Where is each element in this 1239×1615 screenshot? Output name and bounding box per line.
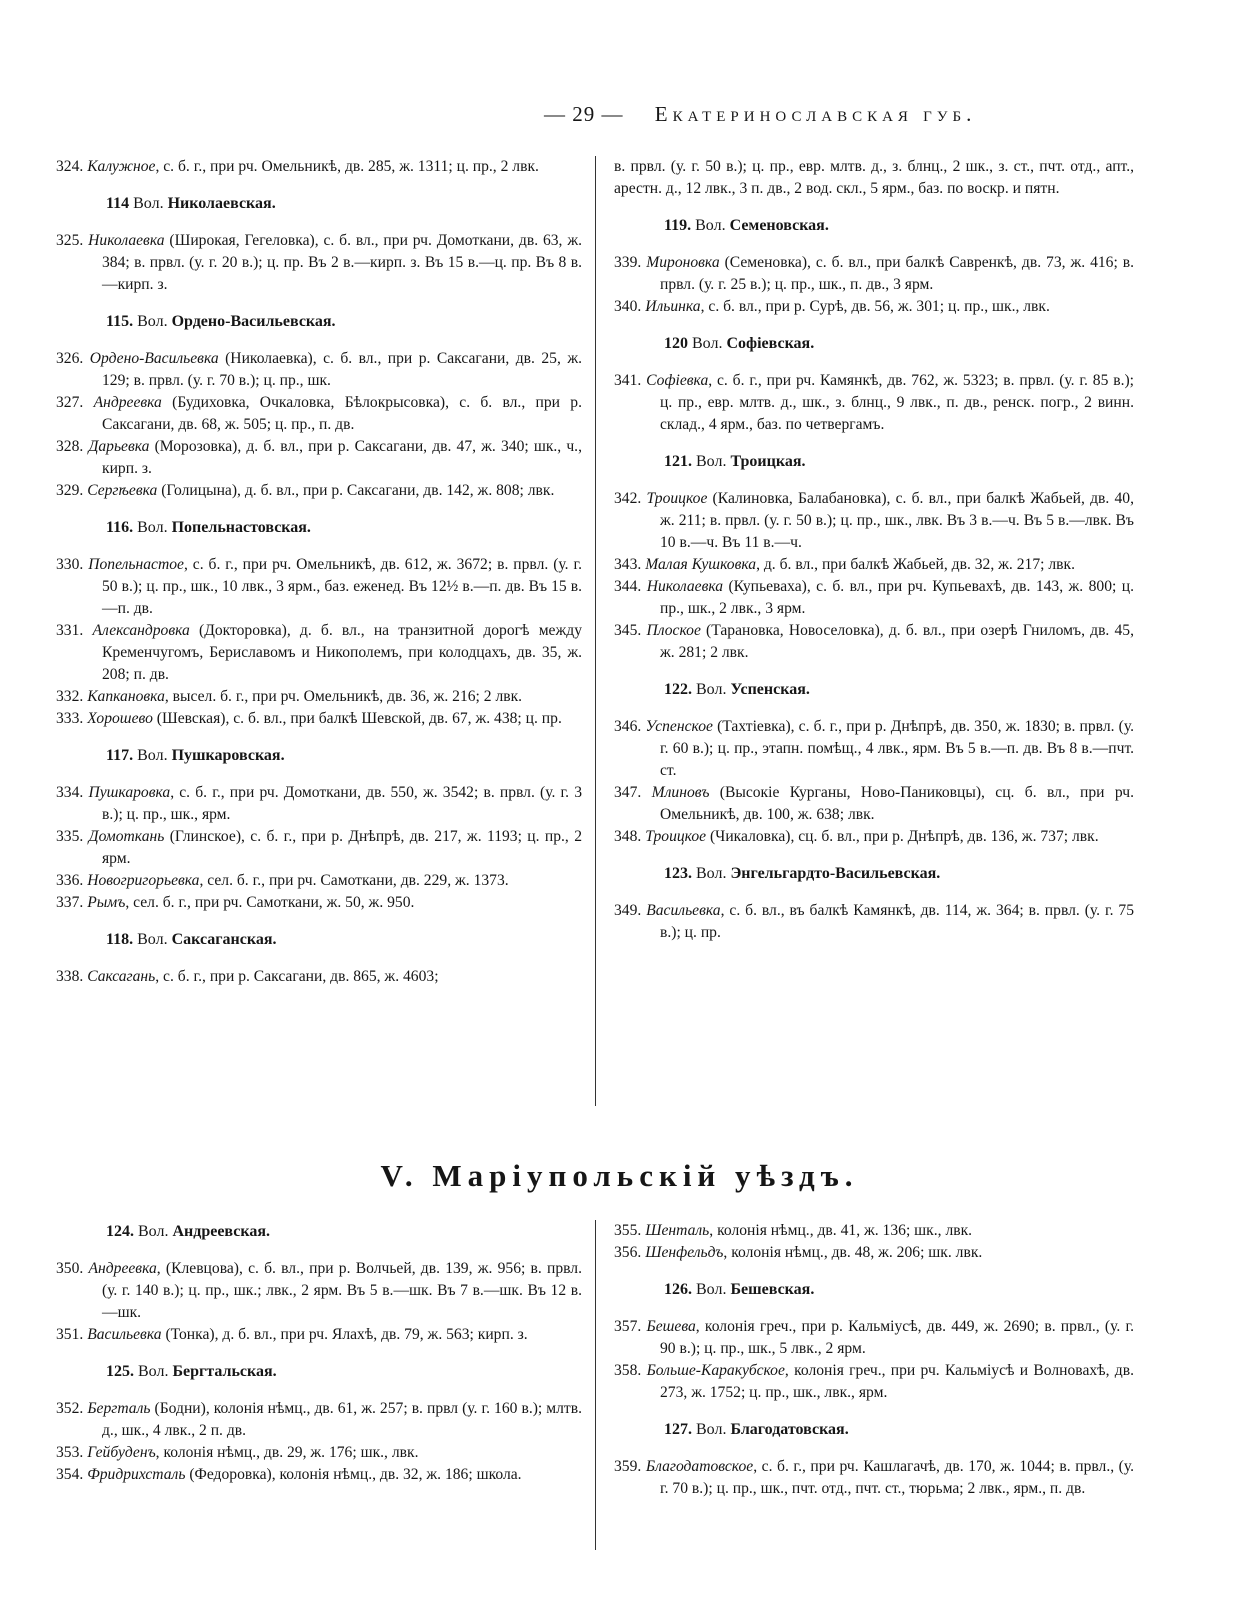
settlement-name: Хорошево <box>87 710 153 727</box>
entry-number: 333. <box>56 710 84 727</box>
volost-label: Вол. <box>692 335 723 352</box>
settlement-entry <box>614 620 1134 664</box>
volost-label: Вол. <box>137 931 168 948</box>
entry-details: , сел. б. г., при рч. Самоткани, ж. 50, ж. 950. <box>125 894 415 911</box>
settlement-entry <box>56 892 582 914</box>
entry-number: 345. <box>614 622 642 639</box>
volost-name: Пушкаровская. <box>171 747 285 764</box>
settlement-entry <box>56 1464 582 1486</box>
volost-number: 124. <box>106 1223 134 1240</box>
entry-number: 331. <box>56 622 84 639</box>
volost-number: 123. <box>664 865 692 882</box>
settlement-entry <box>614 296 1134 318</box>
settlement-entry <box>614 1360 1134 1404</box>
entry-number: 351. <box>56 1326 84 1343</box>
entry-details: , с. б. вл., въ балкѣ Камянкѣ, дв. 114, ж. 364; в. првл. (у. г. 75 в.); ц. пр. <box>660 902 1135 941</box>
column-divider-bottom <box>595 1220 596 1550</box>
volost-number: 118. <box>106 931 134 948</box>
entry-number: 344. <box>614 578 642 595</box>
entry-number: 359. <box>614 1458 642 1475</box>
settlement-entry <box>614 1242 1134 1264</box>
volost-heading <box>614 1418 1134 1442</box>
volost-heading <box>614 862 1134 886</box>
settlement-name: Попельнастое <box>88 556 184 573</box>
settlement-name: Калужное <box>87 158 156 175</box>
entry-number: 349. <box>614 902 642 919</box>
settlement-name: Андреевка <box>88 1260 157 1277</box>
entry-number: 330. <box>56 556 84 573</box>
entry-number: 343. <box>614 556 642 573</box>
settlement-entry <box>614 826 1134 848</box>
entry-number: 341. <box>614 372 642 389</box>
settlement-name: Николаевка <box>646 578 724 595</box>
volost-heading <box>614 214 1134 238</box>
entry-details: , сел. б. г., при рч. Самоткани, дв. 229, ж. 1373. <box>199 872 509 889</box>
settlement-entry <box>56 708 582 730</box>
settlement-entry <box>614 576 1134 620</box>
volost-label: Вол. <box>133 195 164 212</box>
settlement-entry <box>56 392 582 436</box>
entry-number: 324. <box>56 158 84 175</box>
entry-details: , с. б. вл., при р. Сурѣ, дв. 56, ж. 301; ц. пр., шк., лвк. <box>700 298 1050 315</box>
entry-details: (Калиновка, Балабановка), с. б. вл., при балкѣ Жабьей, дв. 40, ж. 211; в. првл. (у. г. 50 в.); ц. пр., шк., лвк. Въ 3 в.—ч. Въ 5 в.—лвк. Въ 10 в.—ч. Въ 11 в.—ч. <box>660 490 1134 551</box>
entry-number: 334. <box>56 784 84 801</box>
settlement-name: Дарьевка <box>88 438 150 455</box>
section-title: V. Маріупольскій уѣздъ. <box>380 1158 859 1193</box>
entry-number: 348. <box>614 828 642 845</box>
settlement-name: Больше-Каракубское <box>646 1362 785 1379</box>
settlement-name: Троицкое <box>646 490 708 507</box>
entry-number: 337. <box>56 894 84 911</box>
volost-label: Вол. <box>137 313 168 330</box>
settlement-entry <box>56 1442 582 1464</box>
entry-details: , высел. б. г., при рч. Омельникѣ, дв. 36, ж. 216; 2 лвк. <box>164 688 523 705</box>
entry-number: 339. <box>614 254 642 271</box>
volost-heading <box>614 1278 1134 1302</box>
entry-details: (Чикаловка), сц. б. вл., при р. Днѣпрѣ, дв. 136, ж. 737; лвк. <box>706 828 1099 845</box>
settlement-entry <box>56 966 582 988</box>
column-top-left <box>56 156 582 988</box>
volost-name: Успенская. <box>730 681 810 698</box>
settlement-entry <box>56 436 582 480</box>
running-title: Екатеринославская губ. <box>654 102 977 126</box>
entry-details: , с. б. г., при рч. Омельникѣ, дв. 285, ж. 1311; ц. пр., 2 лвк. <box>155 158 539 175</box>
entry-details: (Федоровка), колонія нѣмц., дв. 32, ж. 186; школа. <box>185 1466 522 1483</box>
volost-name: Попельнастовская. <box>171 519 311 536</box>
entry-details: , с. б. г., при рч. Камянкѣ, дв. 762, ж. 5323; в. првл. (у. г. 85 в.); ц. пр., евр. млтв. д., шк., з. блнц., 9 лвк., п. дв., ренск. погр., 2 винн. склад., 4 ярм., баз. по четвергамъ. <box>660 372 1134 433</box>
entry-details: (Тарановка, Новоселовка), д. б. вл., при озерѣ Гниломъ, дв. 45, ж. 281; 2 лвк. <box>660 622 1134 661</box>
volost-name: Бешевская. <box>730 1281 815 1298</box>
settlement-entry <box>614 900 1134 944</box>
entry-details: , с. б. г., при рч. Омельникѣ, дв. 612, ж. 3672; в. првл. (у. г. 50 в.); ц. пр., шк., 10 лвк., 3 ярм., баз. еженед. Въ 12½ в.—п. дв. Въ 15 в.—п. дв. <box>102 556 582 617</box>
settlement-entry <box>614 716 1134 782</box>
settlement-entry <box>56 870 582 892</box>
entry-continuation: в. првл. (у. г. 50 в.); ц. пр., евр. млтв. д., з. блнц., 2 шк., з. ст., пчт. отд., апт., арестн. д., 12 лвк., 3 п. дв., 2 вод. скл., 5 ярм., баз. по воскр. и пятн. <box>614 158 1134 197</box>
entry-number: 326. <box>56 350 84 367</box>
settlement-entry <box>56 348 582 392</box>
entry-number: 357. <box>614 1318 642 1335</box>
settlement-name: Бешева <box>646 1318 696 1335</box>
entry-number: 340. <box>614 298 642 315</box>
volost-label: Вол. <box>137 747 168 764</box>
volost-heading <box>56 928 582 952</box>
volost-heading <box>56 1220 582 1244</box>
volost-name: Троицкая. <box>730 453 806 470</box>
column-bottom-left <box>56 1220 582 1486</box>
volost-number: 122. <box>664 681 692 698</box>
settlement-name: Мироновка <box>646 254 720 271</box>
volost-name: Софіевская. <box>726 335 815 352</box>
settlement-name: Благодатовское <box>645 1458 754 1475</box>
entry-details: , колонія греч., при р. Кальміусѣ, дв. 449, ж. 2690; в. првл., (у. г. 90 в.); ц. пр., шк., 5 лвк., 2 ярм. <box>660 1318 1134 1357</box>
volost-number: 125. <box>106 1363 134 1380</box>
entry-number: 328. <box>56 438 84 455</box>
volost-name: Благодатовская. <box>730 1421 849 1438</box>
entry-details: (Докторовка), д. б. вл., на транзитной дорогѣ между Кременчугомъ, Бериславомъ и Никополемъ, при колодцахъ, дв. 35, ж. 208; п. дв. <box>102 622 582 683</box>
entry-details: (Купьеваха), с. б. вл., при рч. Купьевахѣ, дв. 143, ж. 800; ц. пр., шк., 2 лвк., 3 ярм. <box>660 578 1134 617</box>
settlement-name: Андреевка <box>93 394 162 411</box>
entry-number: 336. <box>56 872 84 889</box>
volost-number: 115. <box>106 313 134 330</box>
settlement-name: Ильинка <box>645 298 701 315</box>
entry-number: 332. <box>56 688 84 705</box>
volost-heading <box>56 192 582 216</box>
settlement-entry <box>614 1456 1134 1500</box>
entry-details: , с. б. г., при рч. Домоткани, дв. 550, ж. 3542; в. првл. (у. г. 3 в.); ц. пр., шк., ярм. <box>102 784 582 823</box>
entry-details: , колонія нѣмц., дв. 29, ж. 176; шк., лвк. <box>155 1444 419 1461</box>
settlement-name: Малая Кушковка <box>645 556 757 573</box>
volost-name: Андреевская. <box>172 1223 270 1240</box>
settlement-entry <box>56 1324 582 1346</box>
settlement-entry <box>614 1316 1134 1360</box>
settlement-name: Троицкое <box>645 828 707 845</box>
settlement-name: Успенское <box>645 718 713 735</box>
entry-number: 350. <box>56 1260 84 1277</box>
entry-number: 358. <box>614 1362 642 1379</box>
settlement-entry <box>56 156 582 178</box>
volost-name: Бергтальская. <box>172 1363 277 1380</box>
entry-details: (Шевская), с. б. вл., при балкѣ Шевской, дв. 67, ж. 438; ц. пр. <box>152 710 562 727</box>
page-header <box>544 102 1214 127</box>
volost-heading <box>614 332 1134 356</box>
volost-label: Вол. <box>696 453 727 470</box>
volost-name: Энгельгардто-Васильевская. <box>730 865 941 882</box>
entry-details: (Николаевка), с. б. вл., при р. Саксагани, дв. 25, ж. 129; в. првл. (у. г. 70 в.); ц. пр., шк. <box>102 350 582 389</box>
volost-number: 121. <box>664 453 692 470</box>
settlement-entry <box>614 488 1134 554</box>
settlement-entry <box>56 480 582 502</box>
settlement-name: Николаевка <box>88 232 165 249</box>
settlement-name: Капкановка <box>87 688 165 705</box>
volost-name: Ордено-Васильевская. <box>171 313 336 330</box>
entry-details: (Тахтіевка), с. б. г., при р. Днѣпрѣ, дв. 350, ж. 1830; в. првл. (у. г. 60 в.); ц. пр., этапн. помѣщ., 4 лвк., ярм. Въ 5 в.—п. дв. Въ 8 в.—пчт. ст. <box>660 718 1134 779</box>
entry-number: 342. <box>614 490 642 507</box>
settlement-name: Саксагань <box>87 968 156 985</box>
entry-details: , колонія греч., при рч. Кальміусѣ и Волновахѣ, дв. 273, ж. 1752; ц. пр., шк., лвк., ярм. <box>660 1362 1134 1401</box>
volost-label: Вол. <box>695 217 726 234</box>
settlement-entry <box>56 686 582 708</box>
volost-label: Вол. <box>696 681 727 698</box>
entry-details: (Семеновка), с. б. вл., при балкѣ Савренкѣ, дв. 73, ж. 416; в. првл. (у. г. 25 в.); ц. пр., шк., п. дв., 3 ярм. <box>660 254 1135 293</box>
column-bottom-right <box>614 1220 1134 1500</box>
volost-number: 127. <box>664 1421 692 1438</box>
settlement-entry <box>614 252 1134 296</box>
column-top-right <box>614 156 1134 944</box>
volost-number: 116. <box>106 519 134 536</box>
settlement-entry <box>56 1258 582 1324</box>
entry-number: 329. <box>56 482 84 499</box>
volost-label: Вол. <box>696 1281 727 1298</box>
settlement-name: Млиновъ <box>651 784 710 801</box>
volost-name: Николаевская. <box>167 195 276 212</box>
settlement-name: Бергталь <box>87 1400 151 1417</box>
settlement-name: Шенфельдъ <box>645 1244 724 1261</box>
volost-number: 126. <box>664 1281 692 1298</box>
volost-name: Семеновская. <box>729 217 829 234</box>
volost-label: Вол. <box>138 1363 169 1380</box>
entry-number: 347. <box>614 784 642 801</box>
volost-heading <box>614 678 1134 702</box>
volost-number: 117. <box>106 747 134 764</box>
entry-details: (Широкая, Гегеловка), с. б. вл., при рч. Домоткани, дв. 63, ж. 384; в. првл. (у. г. 20 в.); ц. пр. Въ 2 в.—кирп. з. Въ 15 в.—ц. пр. Въ 8 в.—кирп. з. <box>102 232 582 293</box>
settlement-name: Плоское <box>646 622 701 639</box>
entry-number: 353. <box>56 1444 84 1461</box>
settlement-entry <box>614 370 1134 436</box>
volost-heading <box>56 310 582 334</box>
entry-details: (Бодни), колонія нѣмц., дв. 61, ж. 257; в. првл (у. г. 160 в.); млтв. д., шк., 4 лвк., 2 п. дв. <box>102 1400 582 1439</box>
entry-details: , с. б. г., при р. Саксагани, дв. 865, ж. 4603; <box>155 968 439 985</box>
entry-details: , с. б. г., при рч. Кашлагачѣ, дв. 170, ж. 1044; в. првл., (у. г. 70 в.); ц. пр., шк., пчт. отд., пчт. ст., тюрьма; 2 лвк., ярм., п. дв. <box>660 1458 1135 1497</box>
volost-heading <box>56 516 582 540</box>
settlement-entry <box>614 554 1134 576</box>
entry-number: 327. <box>56 394 84 411</box>
entry-details: , (Клевцова), с. б. вл., при р. Волчьей, дв. 139, ж. 956; в. првл. (у. г. 140 в.); ц. пр., шк.; лвк., 2 ярм. Въ 5 в.—шк. Въ 7 в.—шк. Въ 12 в.—шк. <box>102 1260 582 1321</box>
settlement-entry <box>56 782 582 826</box>
settlement-name: Пушкаровка <box>88 784 171 801</box>
entry-details: (Высокіе Курганы, Ново-Паниковцы), сц. б. вл., при рч. Омельникѣ, дв. 100, ж. 638; лвк. <box>660 784 1134 823</box>
page-number: — 29 — <box>544 102 624 126</box>
entry-number: 354. <box>56 1466 84 1483</box>
entry-number: 346. <box>614 718 642 735</box>
volost-label: Вол. <box>696 1421 727 1438</box>
volost-number: 119. <box>664 217 692 234</box>
entry-details: (Глинское), с. б. г., при р. Днѣпрѣ, дв. 217, ж. 1193; ц. пр., 2 ярм. <box>102 828 582 867</box>
settlement-entry <box>614 1220 1134 1242</box>
settlement-name: Домоткань <box>88 828 165 845</box>
settlement-name: Васильевка <box>87 1326 162 1343</box>
settlement-name: Софіевка <box>646 372 709 389</box>
volost-heading <box>56 1360 582 1384</box>
entry-details: (Голицына), д. б. вл., при р. Саксагани, дв. 142, ж. 808; лвк. <box>157 482 555 499</box>
volost-label: Вол. <box>696 865 727 882</box>
entry-number: 352. <box>56 1400 84 1417</box>
volost-number: 120 <box>664 335 688 352</box>
entry-details: (Морозовка), д. б. вл., при р. Саксагани, дв. 47, ж. 340; шк., ч., кирп. з. <box>102 438 582 477</box>
settlement-entry <box>56 1398 582 1442</box>
entry-details: , колонія нѣмц., дв. 48, ж. 206; шк. лвк. <box>723 1244 983 1261</box>
volost-label: Вол. <box>137 519 168 536</box>
volost-heading <box>614 450 1134 474</box>
entry-details: (Будиховка, Очкаловка, Бѣлокрысовка), с. б. вл., при р. Саксагани, дв. 68, ж. 505; ц. пр., п. дв. <box>102 394 582 433</box>
settlement-entry <box>56 554 582 620</box>
entry-number: 356. <box>614 1244 642 1261</box>
settlement-name: Рымъ <box>87 894 126 911</box>
volost-heading <box>56 744 582 768</box>
settlement-name: Васильевка <box>646 902 721 919</box>
entry-number: 355. <box>614 1222 642 1239</box>
settlement-name: Сергѣевка <box>87 482 158 499</box>
settlement-name: Гейбуденъ <box>87 1444 156 1461</box>
entry-details: (Тонка), д. б. вл., при рч. Ялахѣ, дв. 79, ж. 563; кирп. з. <box>161 1326 528 1343</box>
settlement-name: Новогригорьевка <box>87 872 200 889</box>
entry-details: , колонія нѣмц., дв. 41, ж. 136; шк., лвк. <box>709 1222 973 1239</box>
settlement-name: Фридрихсталь <box>87 1466 186 1483</box>
settlement-entry <box>614 782 1134 826</box>
entry-number: 338. <box>56 968 84 985</box>
settlement-name: Ордено-Васильевка <box>89 350 219 367</box>
entry-number: 325. <box>56 232 84 249</box>
entry-details: , д. б. вл., при балкѣ Жабьей, дв. 32, ж. 217; лвк. <box>756 556 1075 573</box>
settlement-name: Александровка <box>92 622 190 639</box>
volost-number: 114 <box>106 195 130 212</box>
settlement-entry <box>56 230 582 296</box>
settlement-name: Шенталь <box>645 1222 710 1239</box>
column-divider-top <box>595 156 596 1106</box>
volost-name: Саксаганская. <box>171 931 277 948</box>
volost-label: Вол. <box>138 1223 169 1240</box>
settlement-entry <box>56 620 582 686</box>
settlement-entry <box>56 826 582 870</box>
entry-number: 335. <box>56 828 84 845</box>
